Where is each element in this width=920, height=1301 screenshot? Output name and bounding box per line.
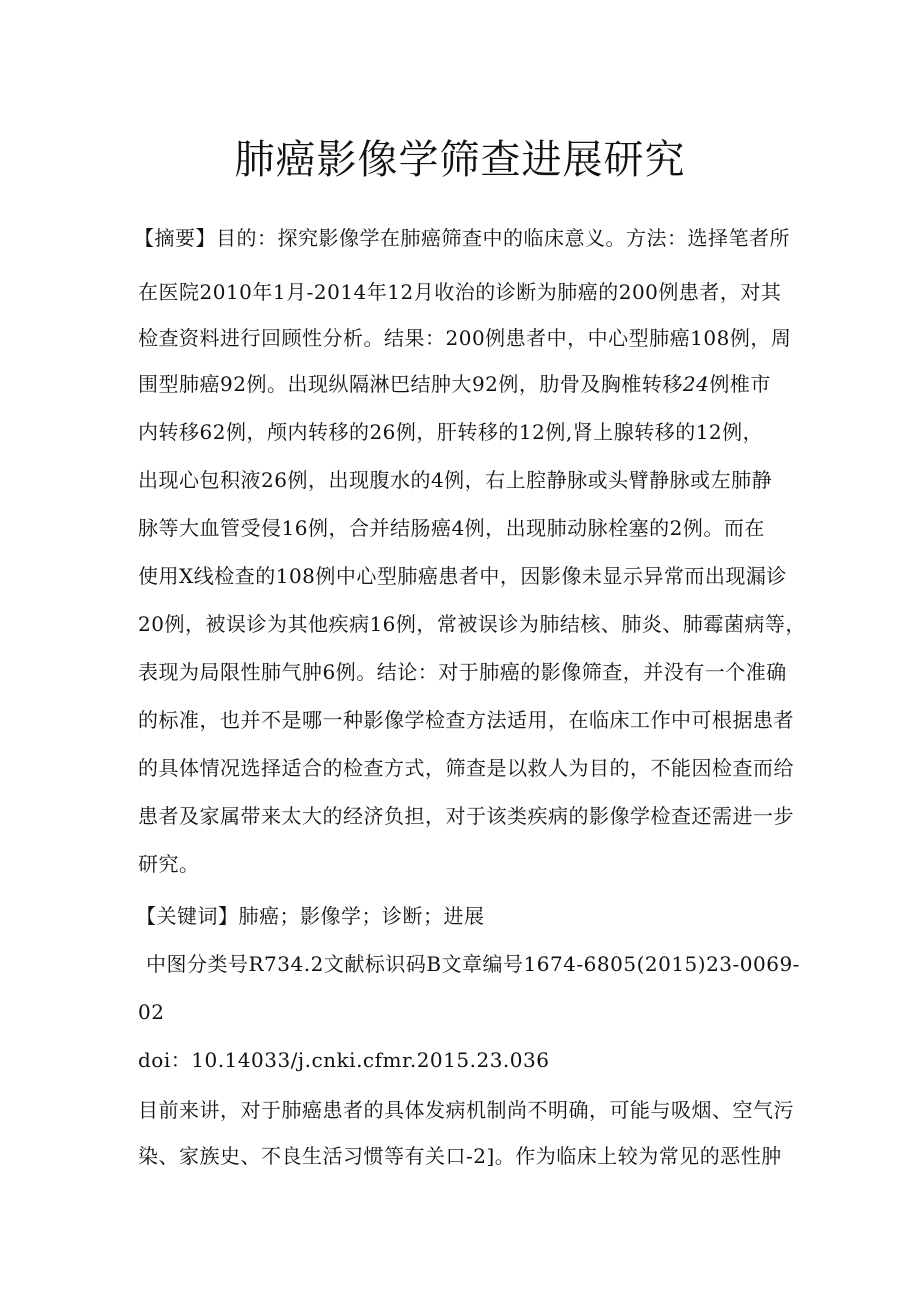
abstract-line: 检查资料进行回顾性分析。结果：200例患者中，中心型肺癌108例，周 (138, 326, 792, 350)
abstract-line: 20例，被误诊为其他疾病16例，常被误诊为肺结核、肺炎、肺霉菌病等， (138, 612, 806, 636)
paper-title: 肺癌影像学筛查进展研究 (234, 137, 686, 183)
abstract-line (138, 372, 771, 396)
abstract-line: 出现心包积液26例，出现腹水的4例，右上腔静脉或头臂静脉或左肺静 (138, 468, 773, 492)
abstract-line: 使用X线检查的108例中心型肺癌患者中，因影像未显示异常而出现漏诊 (138, 564, 787, 588)
abstract-italic-number: 24 (682, 372, 710, 396)
abstract-line: 在医院2010年1月-2014年12月收治的诊断为肺癌的200例患者，对其 (138, 280, 782, 304)
classification-number: 中图分类号R734.2文献标识码B文章编号1674-6805(2015)23-0069- (146, 952, 800, 976)
classification-number-cont: 02 (138, 1000, 165, 1024)
abstract-line: 【摘要】目的：探究影像学在肺癌筛查中的临床意义。方法：选择笔者所 (134, 226, 790, 250)
doi: doi：10.14033/j.cnki.cfmr.2015.23.036 (138, 1048, 550, 1072)
abstract-line: 脉等大血管受侵16例，合并结肠癌4例，出现肺动脉栓塞的2例。而在 (138, 516, 765, 540)
keywords: 【关键词】肺癌；影像学；诊断；进展 (136, 904, 485, 928)
abstract-line: 内转移62例，颅内转移的26例，肝转移的12例,肾上腺转移的12例， (138, 420, 764, 444)
body-paragraph-line: 染、家族史、不良生活习惯等有关口-2]。作为临床上较为常见的恶性肿 (138, 1144, 782, 1168)
abstract-line: 的标准，也并不是哪一种影像学检查方法适用，在临床工作中可根据患者 (138, 708, 794, 732)
body-paragraph-line: 目前来讲，对于肺癌患者的具体发病机制尚不明确，可能与吸烟、空气污 (138, 1098, 794, 1122)
abstract-line-tail: 例椎市 (709, 372, 771, 396)
abstract-line: 患者及家属带来太大的经济负担，对于该类疾病的影像学检查还需进一步 (138, 804, 794, 828)
abstract-line: 研究。 (138, 852, 200, 876)
abstract-line-text: 围型肺癌92例。出现纵隔淋巴结肿大92例，肋骨及胸椎转移 (138, 372, 683, 396)
abstract-line: 表现为局限性肺气肿6例。结论：对于肺癌的影像筛查，并没有一个准确 (138, 660, 787, 684)
abstract-line: 的具体情况选择适合的检查方式，筛查是以救人为目的，不能因检查而给 (138, 756, 794, 780)
